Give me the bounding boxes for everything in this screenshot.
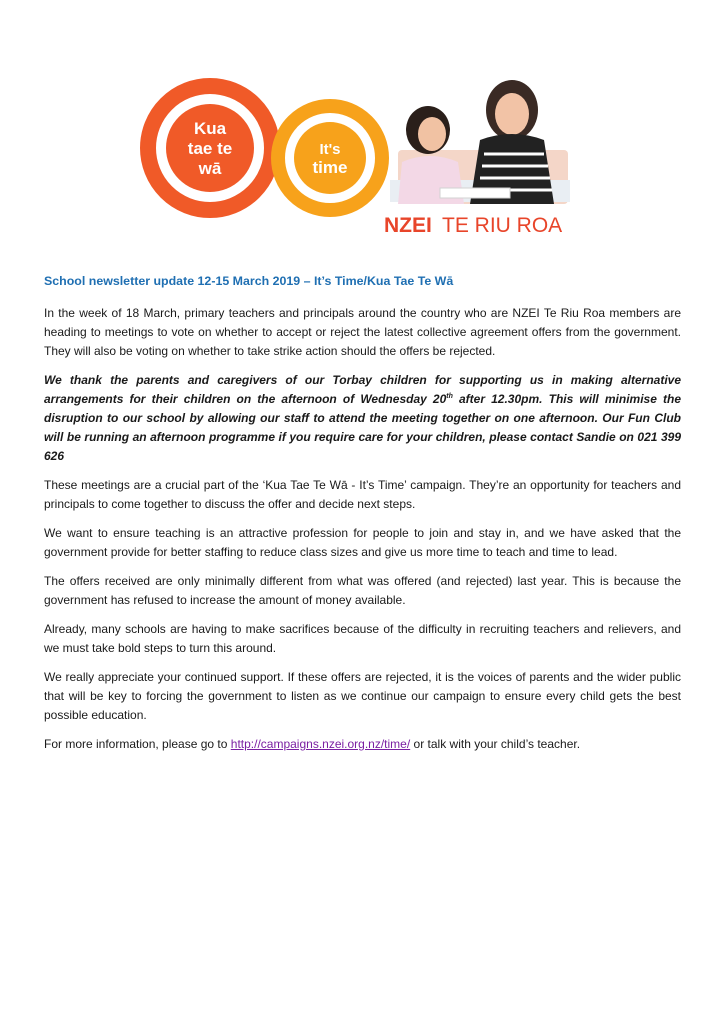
more-info-text-end: or talk with your child’s teacher.: [410, 737, 581, 751]
campaign-banner: [140, 70, 580, 240]
circle1-line1: Kua: [193, 119, 227, 138]
date-ordinal-suffix: th: [446, 393, 453, 400]
org-name-part1: NZEI: [384, 214, 432, 237]
teacher-child-photo: [390, 80, 570, 204]
circle1-line2: tae te: [187, 139, 233, 158]
newsletter-content: [44, 274, 681, 764]
circle2-line2: time: [312, 158, 348, 177]
paragraph-support: We really appreciate your continued support. If these offers are rejected, it is the voices of parents and the wider public that will be key to forcing the government to listen as we continue our campaign to ensure every child gets the best possible education.: [44, 670, 681, 722]
circle1-line3: wā: [198, 159, 222, 178]
paragraph-meetings-intro: In the week of 18 March, primary teachers and principals around the country who are NZEI Te Riu Roa members are heading to meetings to vote on whether to accept or reject the latest collective agreement offers from the government. They will also be voting on whether to take strike action should the offers be rejected.: [44, 306, 681, 358]
paragraph-offers: The offers received are only minimally different from what was offered (and rejected) last year. This is because the government has refused to increase the amount of money available.: [44, 574, 681, 607]
paragraph-teaching-profession: We want to ensure teaching is an attractive profession for people to join and stay in, and we have asked that the government provide for better staffing to reduce class sizes and give us more time to teach and time to lead.: [44, 526, 681, 559]
org-name-part2: TE RIU ROA: [442, 214, 563, 237]
more-info-text: For more information, please go to: [44, 737, 231, 751]
campaign-link[interactable]: http://campaigns.nzei.org.nz/time/: [230, 737, 411, 751]
banner-graphic: [140, 70, 580, 240]
paragraph-more-info: [44, 735, 681, 754]
circle2-line1: It's: [319, 141, 341, 158]
thank-parents-text-b: after 12.30pm. This will minimise the disruption to our school by allowing our staff to attend the meeting together on one afternoon. Our Fun Club will be running an afternoon programme if you require care for your children, please contact Sandie on 021 399 626: [44, 392, 681, 463]
thank-parents-text-a: We thank the parents and caregivers of our Torbay children for supporting us in making alternative arrangements for their children on the afternoon of Wednesday 20: [44, 373, 681, 406]
paragraph-campaign: These meetings are a crucial part of the ‘Kua Tae Te Wā - It’s Time’ campaign. They’re an opportunity for teachers and principals to come together to discuss the offer and decide next steps.: [44, 478, 681, 511]
newsletter-heading: School newsletter update 12-15 March 2019 – It’s Time/Kua Tae Te Wā: [44, 274, 454, 288]
paragraph-sacrifices: Already, many schools are having to make sacrifices because of the difficulty in recruiting teachers and relievers, and we must take bold steps to turn this around.: [44, 622, 681, 655]
paragraph-thank-parents: [44, 371, 681, 466]
